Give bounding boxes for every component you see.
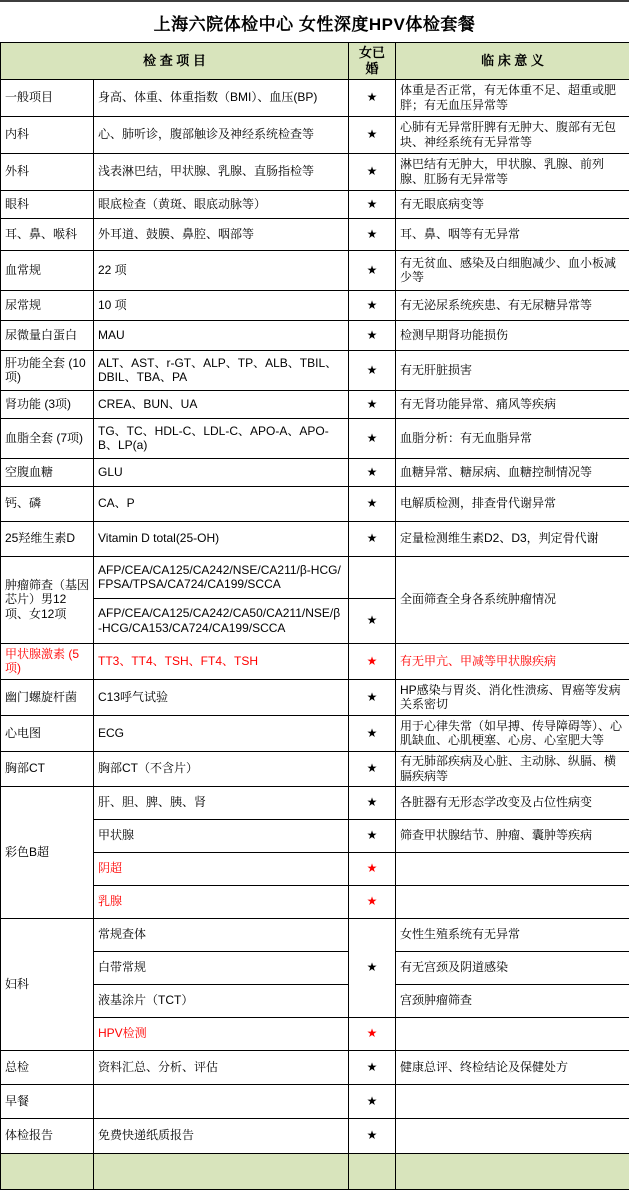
category-cell: 体检报告: [1, 1118, 94, 1153]
table-row: [1, 320, 629, 350]
table-row: [1, 1017, 629, 1050]
exam-package-table: [0, 42, 629, 1190]
header-clinical-meaning: 临 床 意 义: [396, 43, 629, 80]
item-cell: 心、肺听诊，腹部触诊及神经系统检查等: [94, 116, 349, 153]
item-cell: MAU: [94, 320, 349, 350]
table-row: [1, 679, 629, 715]
star-cell: ★: [349, 852, 396, 885]
table-row: [1, 521, 629, 556]
category-cell: 尿微量白蛋白: [1, 320, 94, 350]
meaning-cell: 全面筛查全身各系统肿瘤情况: [396, 556, 629, 643]
meaning-cell: 耳、鼻、咽等有无异常: [396, 218, 629, 250]
header-female-married: 女已婚: [349, 43, 396, 80]
table-row: [1, 1118, 629, 1153]
meaning-cell: 有无贫血、感染及白细胞减少、血小板减少等: [396, 250, 629, 290]
meaning-cell: 健康总评、终检结论及保健处方: [396, 1050, 629, 1084]
meaning-cell: HP感染与胃炎、消化性溃疡、胃癌等发病关系密切: [396, 679, 629, 715]
item-cell: 白带常规: [94, 951, 349, 984]
item-cell: ALT、AST、r-GT、ALP、TP、ALB、TBIL、DBIL、TBA、PA: [94, 350, 349, 390]
table-row: [1, 786, 629, 819]
item-cell: 液基涂片（TCT）: [94, 984, 349, 1017]
table-row: [1, 390, 629, 418]
item-cell: 资料汇总、分析、评估: [94, 1050, 349, 1084]
star-cell: ★: [349, 521, 396, 556]
table-row: [1, 556, 629, 598]
category-cell: 妇科: [1, 918, 94, 1050]
table-row: [1, 458, 629, 486]
star-cell: ★: [349, 250, 396, 290]
table-row: [1, 1084, 629, 1118]
meaning-cell: 有无肺部疾病及心脏、主动脉、纵膈、横膈疾病等: [396, 751, 629, 786]
meaning-cell: 定量检测维生素D2、D3，判定骨代谢: [396, 521, 629, 556]
item-cell: AFP/CEA/CA125/CA242/CA50/CA211/NSE/β-HCG/CA153/CA724/CA199/SCCA: [94, 598, 349, 643]
star-cell: ★: [349, 1017, 396, 1050]
item-cell: [94, 1084, 349, 1118]
star-cell: ★: [349, 751, 396, 786]
category-cell: 彩色B超: [1, 786, 94, 918]
table-row: [1, 250, 629, 290]
meaning-cell: 血糖异常、糖尿病、血糖控制情况等: [396, 458, 629, 486]
table-row: [1, 79, 629, 116]
category-cell: 眼科: [1, 190, 94, 218]
star-cell: ★: [349, 1050, 396, 1084]
item-cell: [94, 1153, 349, 1189]
star-cell: ★: [349, 1118, 396, 1153]
item-cell: AFP/CEA/CA125/CA242/NSE/CA211/β-HCG/FPSA/TPSA/CA724/CA199/SCCA: [94, 556, 349, 598]
category-cell: 内科: [1, 116, 94, 153]
star-cell: [349, 556, 396, 598]
table-row: [1, 218, 629, 250]
table-row: [1, 715, 629, 751]
star-cell: ★: [349, 643, 396, 679]
item-cell: C13呼气试验: [94, 679, 349, 715]
category-cell: 肿瘤筛查（基因芯片）男12项、女12项: [1, 556, 94, 643]
category-cell: 幽门螺旋杆菌: [1, 679, 94, 715]
category-cell: 空腹血糖: [1, 458, 94, 486]
meaning-cell: [396, 1118, 629, 1153]
item-cell: 阴超: [94, 852, 349, 885]
star-cell: ★: [349, 290, 396, 320]
item-cell: CA、P: [94, 486, 349, 521]
table-row: [1, 486, 629, 521]
category-cell: 钙、磷: [1, 486, 94, 521]
item-cell: 外耳道、鼓膜、鼻腔、咽部等: [94, 218, 349, 250]
item-cell: 胸部CT（不含片）: [94, 751, 349, 786]
meaning-cell: 女性生殖系统有无异常: [396, 918, 629, 951]
meaning-cell: 有无眼底病变等: [396, 190, 629, 218]
meaning-cell: 有无泌尿系统疾患、有无尿糖异常等: [396, 290, 629, 320]
star-cell: ★: [349, 350, 396, 390]
item-cell: ECG: [94, 715, 349, 751]
meaning-cell: [396, 1153, 629, 1189]
table-row: [1, 984, 629, 1017]
category-cell: 甲状腺激素 (5项): [1, 643, 94, 679]
item-cell: Vitamin D total(25-OH): [94, 521, 349, 556]
table-row: [1, 643, 629, 679]
category-cell: 肝功能全套 (10项): [1, 350, 94, 390]
star-cell: ★: [349, 390, 396, 418]
star-cell: ★: [349, 715, 396, 751]
table-row: [1, 819, 629, 852]
item-cell: 22 项: [94, 250, 349, 290]
star-cell: ★: [349, 885, 396, 918]
table-row: [1, 751, 629, 786]
category-cell: 血脂全套 (7项): [1, 418, 94, 458]
item-cell: GLU: [94, 458, 349, 486]
category-cell: [1, 1153, 94, 1189]
item-cell: TG、TC、HDL-C、LDL-C、APO-A、APO-B、LP(a): [94, 418, 349, 458]
star-cell: ★: [349, 418, 396, 458]
star-cell: ★: [349, 320, 396, 350]
table-row: [1, 290, 629, 320]
meaning-cell: 电解质检测，排查骨代谢异常: [396, 486, 629, 521]
item-cell: 免费快递纸质报告: [94, 1118, 349, 1153]
item-cell: CREA、BUN、UA: [94, 390, 349, 418]
star-cell: ★: [349, 153, 396, 190]
category-cell: 早餐: [1, 1084, 94, 1118]
meaning-cell: 宫颈肿瘤筛查: [396, 984, 629, 1017]
meaning-cell: 有无甲亢、甲减等甲状腺疾病: [396, 643, 629, 679]
meaning-cell: 淋巴结有无肿大，甲状腺、乳腺、前列腺、肛肠有无异常等: [396, 153, 629, 190]
meaning-cell: 用于心律失常（如早搏、传导障碍等）、心肌缺血、心肌梗塞、心房、心室肥大等: [396, 715, 629, 751]
meaning-cell: 各脏器有无形态学改变及占位性病变: [396, 786, 629, 819]
table-row: [1, 153, 629, 190]
item-cell: 10 项: [94, 290, 349, 320]
meaning-cell: [396, 885, 629, 918]
table-row: [1, 951, 629, 984]
star-cell: ★: [349, 1084, 396, 1118]
star-cell: ★: [349, 918, 396, 1017]
item-cell: 眼底检查（黄斑、眼底动脉等）: [94, 190, 349, 218]
star-cell: ★: [349, 486, 396, 521]
star-cell: [349, 1153, 396, 1189]
star-cell: ★: [349, 218, 396, 250]
star-cell: ★: [349, 116, 396, 153]
star-cell: ★: [349, 679, 396, 715]
meaning-cell: 有无肝脏损害: [396, 350, 629, 390]
table-row: [1, 918, 629, 951]
star-cell: ★: [349, 819, 396, 852]
item-cell: HPV检测: [94, 1017, 349, 1050]
category-cell: 尿常规: [1, 290, 94, 320]
table-row: [1, 190, 629, 218]
item-cell: 甲状腺: [94, 819, 349, 852]
item-cell: 乳腺: [94, 885, 349, 918]
category-cell: 胸部CT: [1, 751, 94, 786]
meaning-cell: 心肺有无异常肝脾有无肿大、腹部有无包块、神经系统有无异常等: [396, 116, 629, 153]
star-cell: ★: [349, 190, 396, 218]
item-cell: 肝、胆、脾、胰、肾: [94, 786, 349, 819]
meaning-cell: 血脂分析：有无血脂异常: [396, 418, 629, 458]
meaning-cell: 筛查甲状腺结节、肿瘤、囊肿等疾病: [396, 819, 629, 852]
table-body: [1, 79, 629, 1189]
header-row: [1, 43, 629, 80]
meaning-cell: 有无宫颈及阴道感染: [396, 951, 629, 984]
meaning-cell: 体重是否正常，有无体重不足、超重或肥胖；有无血压异常等: [396, 79, 629, 116]
header-check-items: 检 查 项 目: [1, 43, 349, 80]
table-row: [1, 885, 629, 918]
meaning-cell: [396, 852, 629, 885]
star-cell: ★: [349, 786, 396, 819]
page-title: 上海六院体检中心 女性深度HPV体检套餐: [0, 2, 629, 42]
meaning-cell: [396, 1084, 629, 1118]
table-row: [1, 1153, 629, 1189]
category-cell: 血常规: [1, 250, 94, 290]
category-cell: 心电图: [1, 715, 94, 751]
star-cell: ★: [349, 79, 396, 116]
star-cell: ★: [349, 458, 396, 486]
category-cell: 耳、鼻、喉科: [1, 218, 94, 250]
item-cell: 常规查体: [94, 918, 349, 951]
table-row: [1, 350, 629, 390]
meaning-cell: 有无肾功能异常、痛风等疾病: [396, 390, 629, 418]
table-row: [1, 852, 629, 885]
category-cell: 一般项目: [1, 79, 94, 116]
category-cell: 总检: [1, 1050, 94, 1084]
meaning-cell: 检测早期肾功能损伤: [396, 320, 629, 350]
category-cell: 25羟维生素D: [1, 521, 94, 556]
category-cell: 外科: [1, 153, 94, 190]
category-cell: 肾功能 (3项): [1, 390, 94, 418]
table-row: [1, 418, 629, 458]
star-cell: ★: [349, 598, 396, 643]
item-cell: TT3、TT4、TSH、FT4、TSH: [94, 643, 349, 679]
table-row: [1, 116, 629, 153]
meaning-cell: [396, 1017, 629, 1050]
item-cell: 浅表淋巴结，甲状腺、乳腺、直肠指检等: [94, 153, 349, 190]
table-row: [1, 1050, 629, 1084]
item-cell: 身高、体重、体重指数（BMI）、血压(BP): [94, 79, 349, 116]
